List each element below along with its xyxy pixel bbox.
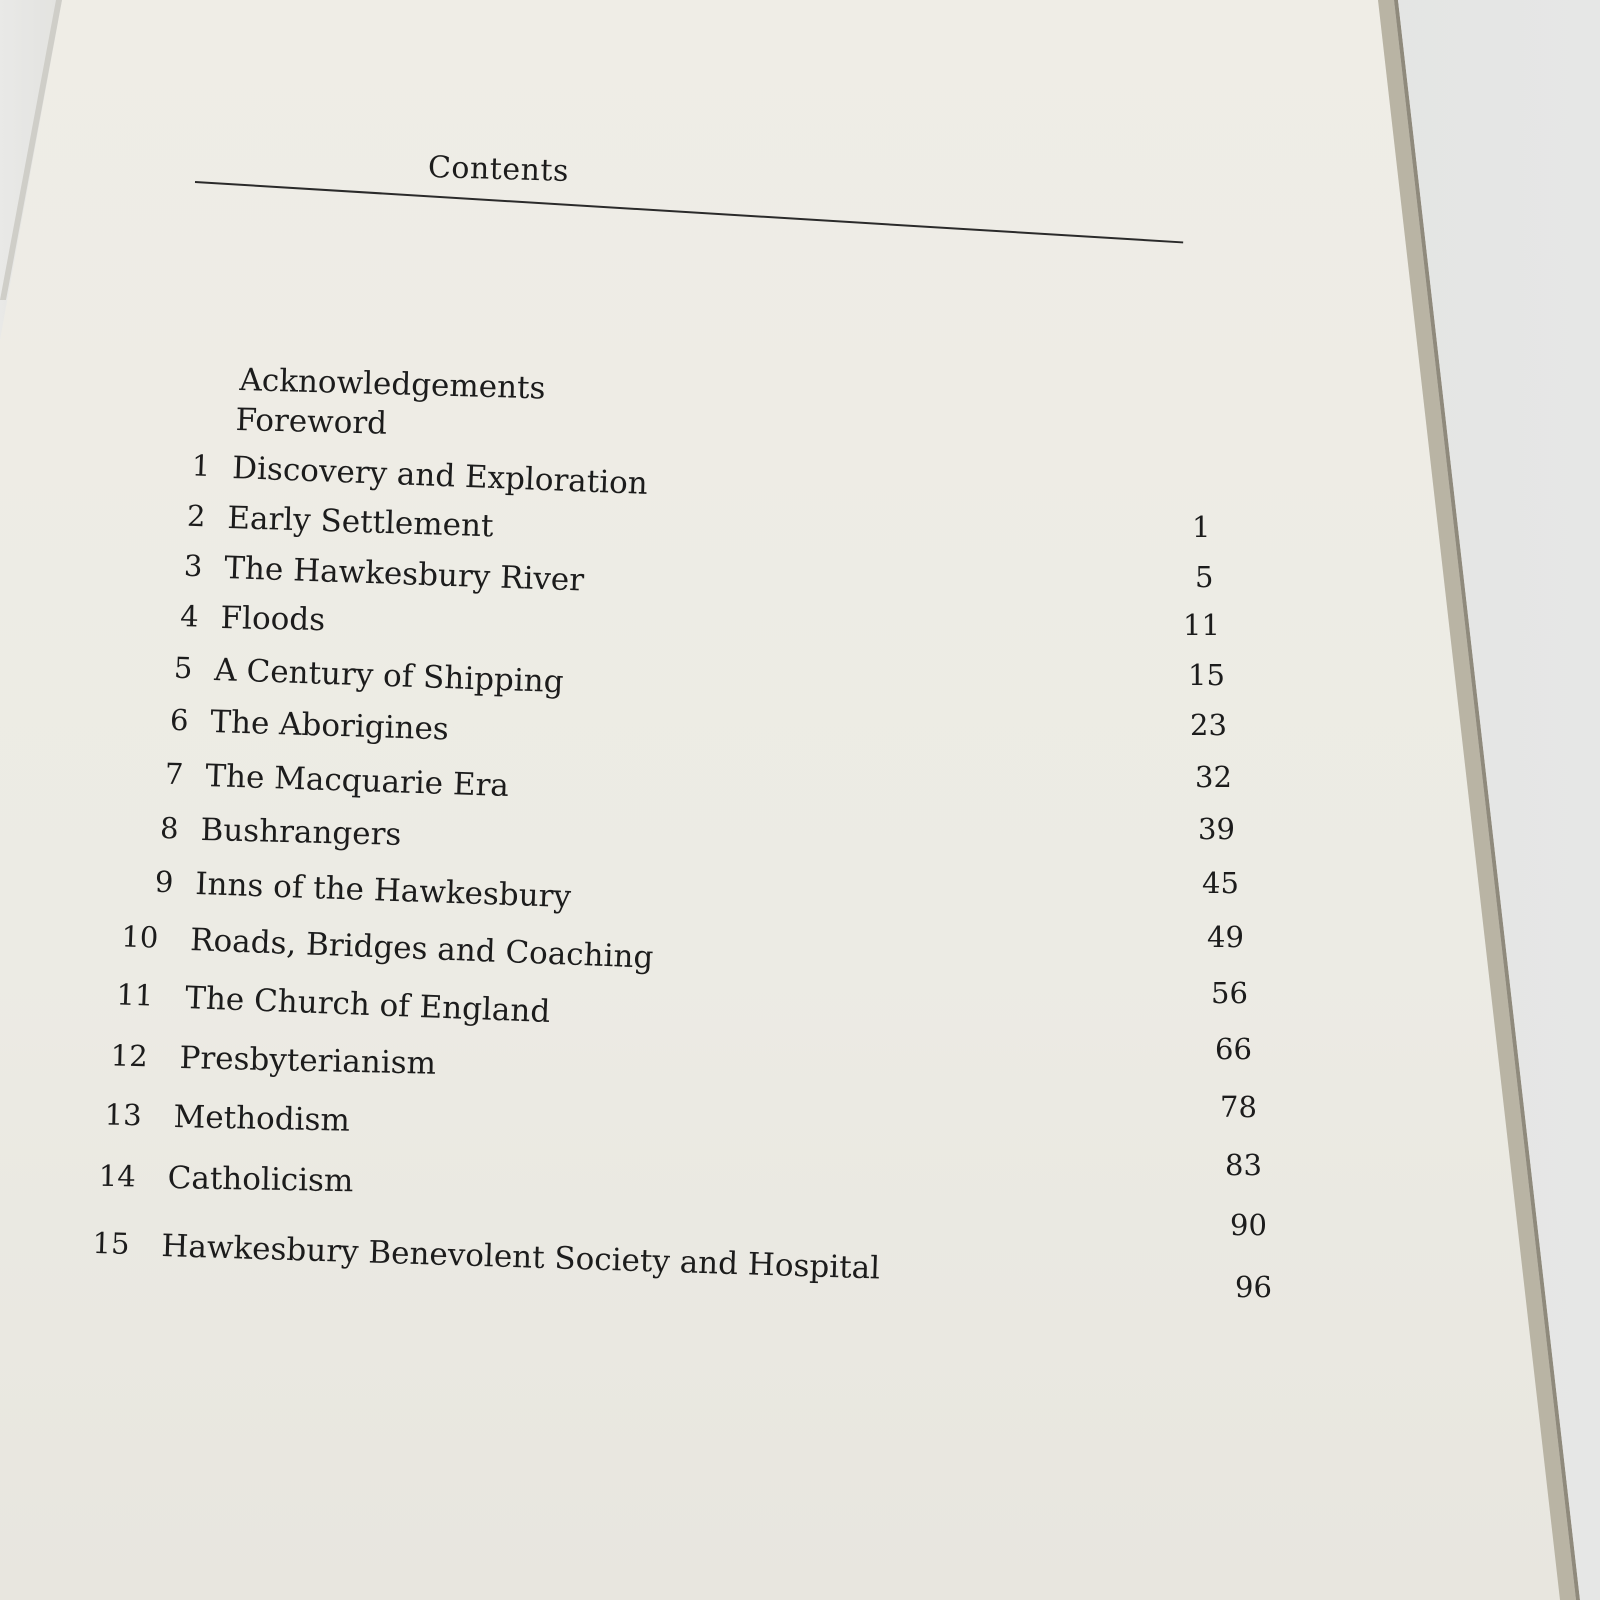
chapter-title: Hawkesbury Benevolent Society and Hospital [160,1228,881,1287]
chapter-title: The Hawkesbury River [223,550,585,599]
page-number: 1 [1192,510,1211,544]
chapter-title: Presbyterianism [179,1040,437,1082]
page-number: 39 [1198,812,1235,846]
chapter-number: 15 [92,1225,131,1261]
page-number: 15 [1188,658,1225,692]
chapter-number: 7 [164,756,185,792]
front-matter-label: Foreword [235,402,388,442]
page-number: 23 [1190,708,1227,742]
chapter-number: 13 [104,1097,143,1133]
chapter-number: 6 [169,702,190,738]
chapter-title: Early Settlement [226,500,495,545]
chapter-title: Roads, Bridges and Coaching [189,922,654,976]
chapter-number: 14 [98,1158,137,1194]
page-number: 56 [1211,976,1248,1010]
chapter-title: Catholicism [167,1160,354,1200]
chapter-title: The Church of England [184,980,551,1030]
page-number: 11 [1183,608,1220,642]
chapter-title: Bushrangers [200,812,402,853]
page-number: 78 [1220,1090,1257,1124]
front-matter-label: Acknowledgements [238,362,546,407]
page-number: 49 [1207,920,1244,954]
chapter-title: The Macquarie Era [204,758,510,805]
chapter-number: 2 [186,498,207,534]
chapter-title: A Century of Shipping [213,652,565,701]
chapter-number: 1 [191,448,212,484]
chapter-title: The Aborigines [209,704,450,748]
page-number: 96 [1235,1270,1272,1304]
chapter-title: Inns of the Hawkesbury [194,866,572,916]
chapter-number: 8 [159,811,180,846]
chapter-number: 5 [173,650,194,686]
chapter-title: Methodism [173,1099,351,1139]
chapter-number: 10 [120,919,160,955]
page-number: 32 [1195,760,1232,794]
page-number: 83 [1225,1148,1262,1182]
page-number: 90 [1230,1208,1267,1242]
chapter-number: 4 [179,599,200,634]
page-title: Contents [427,150,570,189]
chapter-number: 12 [110,1038,149,1074]
page-number: 5 [1195,560,1214,594]
chapter-title: Discovery and Exploration [231,450,649,502]
chapter-number: 3 [183,548,204,584]
page-number: 66 [1215,1032,1252,1066]
page-number: 45 [1202,866,1239,900]
chapter-title: Floods [220,600,326,639]
chapter-number: 9 [154,864,175,900]
chapter-number: 11 [115,977,155,1013]
